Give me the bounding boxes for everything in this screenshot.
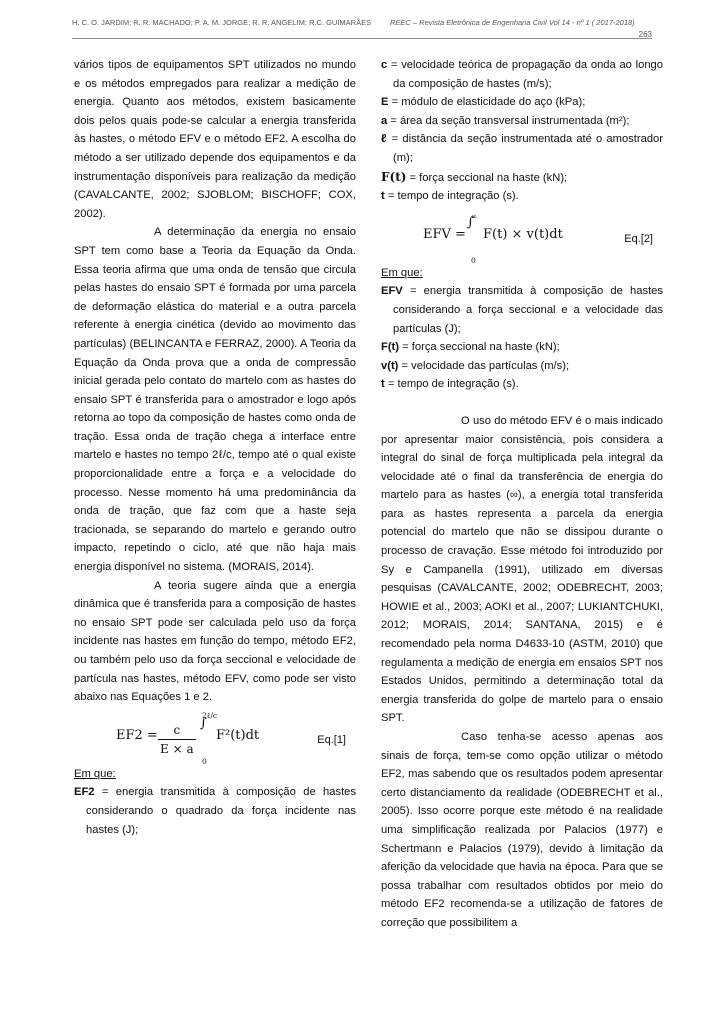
- equation-2: [381, 206, 663, 264]
- def-ft-2: [381, 338, 663, 357]
- def-symbol: E: [381, 96, 389, 109]
- left-column: [74, 56, 356, 839]
- def-text: = força seccional na haste (kN);: [399, 341, 560, 354]
- def-c: [381, 56, 663, 93]
- eq1-numerator: c: [158, 721, 196, 741]
- def-text: = energia transmitida à composição de hastes considerando o quadrado da força incidente nas hastes (J);: [86, 786, 356, 836]
- def-text: = velocidade das partículas (m/s);: [398, 359, 570, 372]
- def-symbol: EFV: [381, 285, 403, 298]
- integral-icon: ∫: [467, 214, 474, 230]
- eq1-integrand: F²(t)dt: [216, 727, 260, 743]
- paragraph-1: vários tipos de equipamentos SPT utilizados no mundo e os métodos empregados para realizar a medição de energia. Quanto aos métodos, existem basicamente dois pelos quais pode-se calcular a energia transferida às hastes, o método EFV e o método EF2. A escolha do método a ser utilizado depende dos equipamentos e da instrumentação disponíveis para realização da medição (CAVALCANTE, 2002; SJOBLOM; BISCHOFF; COX, 2002).: [74, 59, 356, 220]
- def-text: = energia transmitida à composição de hastes considerando a força seccional e a velocidade das partículas (J);: [393, 285, 663, 335]
- eq1-denominator: E × a: [160, 742, 194, 757]
- def-l: [381, 130, 663, 167]
- em-que-label: Em que:: [381, 266, 423, 279]
- eq1-label: Eq.[1]: [317, 733, 346, 746]
- paragraph-5: Caso tenha-se acesso apenas aos sinais de força, tem-se como opção utilizar o método EF2, mas sabendo que os resultados podem apresentar certo distanciamento da realidade (ODEBRECHT et al., 2005). Isso ocorre porque este método é na realidade uma simplificação realizada por Palacios (1977) e Schertmann e Palacios (1979), devido à limitação da aferição da velocidade que havia na época. Para que se possa trabalhar com resultados obtidos por meio do método EF2 recomenda-se a utilização de fatores de correção que possibilitem a: [381, 731, 663, 929]
- def-symbol: EF2: [74, 786, 95, 799]
- right-column: [381, 56, 663, 933]
- def-t-2: [381, 375, 663, 394]
- def-symbol: v(t): [381, 359, 399, 372]
- def-vt: [381, 357, 663, 376]
- def-symbol: c: [381, 59, 388, 71]
- eq1-upper-limit: 2ℓ/c: [202, 710, 218, 720]
- paragraph-2: A determinação da energia no ensaio SPT tem como base a Teoria da Equação da Onda. Essa teoria afirma que uma onda de tensão que circula pelas hastes do ensaio SPT é formada por uma parcela de deformação elástica do material e a outra parcela referente à energia cinética (devido ao movimento das partículas) (BELINCANTA e FERRAZ, 2000). A Teoria da Equação da Onda prova que a onda de compressão inicial gerada pelo contato do martelo com as hastes do ensaio SPT é transferida para o amostrador e logo após retorna ao topo da composição de hastes como onda de tração. Essa onda de tração chega a interface entre martelo e hastes no tempo 2ℓ/c, tempo até o qual existe proporcionalidade entre a força e a velocidade do processo. Nesse momento há uma predominância da onda de tração, que faz com que a haste seja tracionada, se separando do martelo e gerando outro impacto, repetindo o ciclo, até que não haja mais energia disponível no sistema. (MORAIS, 2014).: [74, 226, 356, 574]
- def-text: = força seccional na haste (kN);: [406, 171, 568, 184]
- def-symbol: t: [381, 378, 385, 391]
- def-text: = área da seção transversal instrumentada (m²);: [387, 114, 630, 127]
- def-text: = tempo de integração (s).: [384, 378, 519, 391]
- eq1-lhs: EF2 =: [116, 727, 158, 743]
- def-ef2: [74, 783, 356, 839]
- header-rule: [72, 38, 652, 39]
- def-efv: [381, 282, 663, 338]
- def-text: = distância da seção instrumentada até o amostrador (m);: [387, 133, 663, 164]
- running-header: [72, 18, 652, 39]
- page-number: 263: [638, 30, 652, 39]
- eq1-lower-limit: 0: [202, 756, 207, 766]
- def-t: [381, 187, 663, 206]
- def-text: = módulo de elasticidade do aço (kPa);: [388, 96, 586, 109]
- def-text: = tempo de integração (s).: [384, 190, 519, 203]
- def-a: [381, 112, 663, 131]
- em-que-label: Em que:: [74, 767, 116, 780]
- def-symbol: a: [381, 114, 388, 127]
- header-journal: REEC – Revista Eletrônica de Engenharia Civil Vol 14 - nº 1 ( 2017-2018): [390, 18, 635, 27]
- def-symbol: F(t): [381, 169, 407, 184]
- equation-1: [74, 707, 356, 765]
- eq1-fraction: [158, 721, 196, 759]
- def-text: = velocidade teórica de propagação da onda ao longo da composição de hastes (m/s);: [387, 59, 663, 90]
- def-symbol: F(t): [381, 341, 400, 354]
- def-symbol: ℓ: [381, 133, 388, 146]
- def-symbol: t: [381, 190, 385, 203]
- def-e: [381, 93, 663, 112]
- eq2-integrand: F(t) × v(t)dt: [483, 226, 563, 242]
- integral-icon: ∫: [200, 715, 207, 731]
- paragraph-4: O uso do método EFV é o mais indicado por apresentar maior consistência, pois considera a integral do sinal de força multiplicada pela integral da velocidade até o final da transferência de energia do martelo para as hastes (∞), a energia total transferida para as hastes representa a parcela da energia potencial do martelo que não se dissipou durante o processo de cravação. Esse método foi introduzido por Sy e Campanella (1991), utilizado em diversas pesquisas (CAVALCANTE, 2002; ODEBRECHT, 2003; HOWIE et al., 2003; AOKI et al., 2007; LUKIANTCHUKI, 2012; MORAIS, 2014; SANTANA, 2015) e é recomendado pela norma D4633-10 (ASTM, 2010) que regulamenta a medição de energia em ensaios SPT nos Estados Unidos, permitindo a determinação total da energia transferida do golpe de martelo para o ensaio SPT.: [381, 414, 663, 725]
- header-authors: H. C. O. JARDIM; R. R. MACHADO; P. A. M. JORGE; R. R. ANGELIM; R.C. GUIMARÃES: [72, 18, 372, 27]
- eq2-label: Eq.[2]: [624, 232, 653, 245]
- paragraph-3: A teoria sugere ainda que a energia dinâmica que é transferida para a composição de hastes no ensaio SPT pode ser calculada pelo uso da força incidente nas hastes em função do tempo, método EF2, ou também pelo uso da força seccional e velocidade de partícula nas hastes, método EFV, como pode ser visto abaixo nas Equações 1 e 2.: [74, 579, 356, 704]
- eq2-lower-limit: 0: [471, 255, 476, 265]
- eq2-upper-limit: ∞: [471, 211, 478, 221]
- def-ft: [381, 168, 663, 188]
- eq2-lhs: EFV =: [423, 226, 466, 242]
